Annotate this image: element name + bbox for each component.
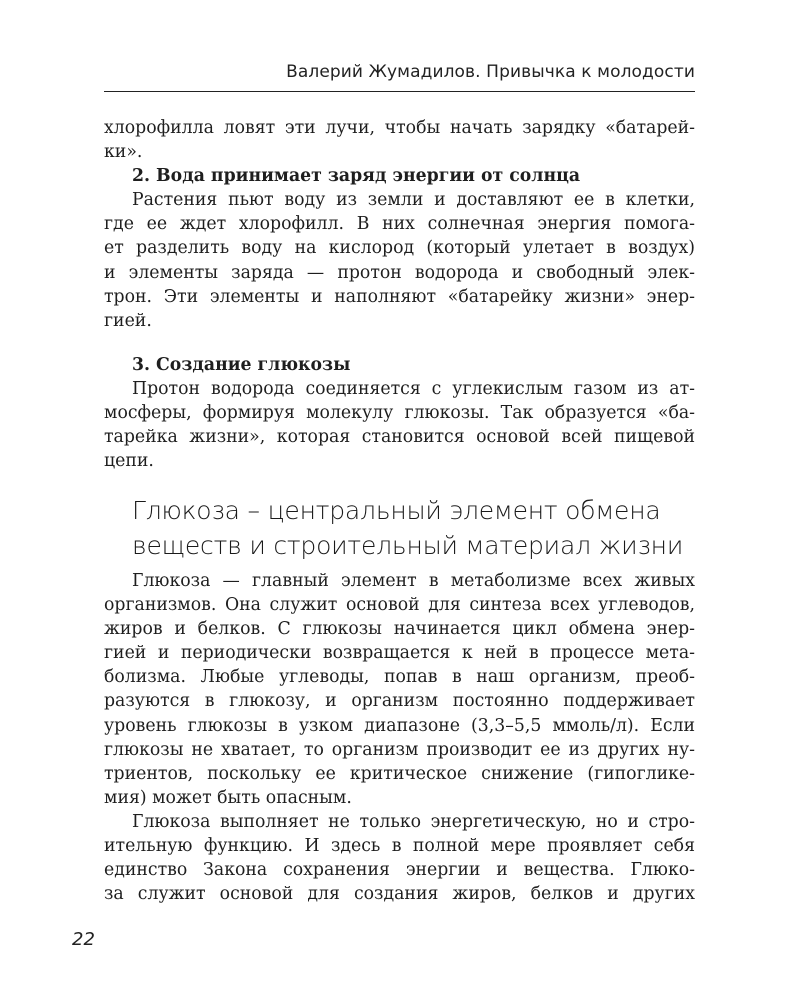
text-line: ки». — [104, 142, 143, 163]
text-line: и элементы заряда — протон водорода и свободный элек- — [104, 262, 695, 283]
text-line: жиров и белков. С глюкозы начинается цикл обмена энер- — [104, 619, 695, 640]
text-line: уровень глюкозы в узком диапазоне (3,3–5,5 ммоль/л). Если — [104, 715, 695, 736]
text-line: Глюкоза выполняет не только энергетическую, но и стро- — [132, 811, 695, 832]
text-line: триентов, поскольку ее критическое снижение (гипоглике- — [104, 763, 695, 784]
text-line: тарейка жизни», которая становится основой всей пищевой — [104, 427, 695, 448]
text-line: Глюкоза — главный элемент в метаболизме всех живых — [132, 571, 695, 591]
subheading: 3. Создание глюкозы — [132, 355, 351, 375]
text-line: Растения пьют воду из земли и доставляют ее в клетки, — [132, 190, 695, 211]
section-heading-line: Глюкоза – центральный элемент обмена — [132, 496, 661, 525]
text-line: болизма. Любые углеводы, попав в наш организм, преоб- — [104, 667, 695, 688]
text-line: хлорофилла ловят эти лучи, чтобы начать зарядку «батарей- — [104, 118, 695, 138]
header-rule — [104, 91, 695, 92]
text-line: ет разделить воду на кислород (который улетает в воздух) — [104, 238, 695, 259]
text-line: Протон водорода соединяется с углекислым газом из ат- — [132, 379, 695, 400]
text-line: гией. — [104, 310, 152, 331]
running-head: Валерий Жумадилов. Привычка к молодости — [286, 62, 695, 82]
text-line: гией и периодически возвращается к ней в процессе мета- — [104, 643, 695, 664]
text-line: цепи. — [104, 451, 154, 472]
text-line: разуются в глюкозу, и организм постоянно поддерживает — [104, 691, 695, 712]
body-text-block-1 — [104, 116, 695, 333]
text-line: мия) может быть опасным. — [104, 787, 352, 808]
text-line: единство Закона сохранения энергии и вещества. Глюко- — [104, 860, 695, 881]
text-line: за служит основой для создания жиров, белков и других — [104, 884, 695, 905]
text-line: глюкозы не хватает, то организм производит ее из других ну- — [104, 739, 695, 760]
page-number: 22 — [72, 929, 95, 950]
text-line: трон. Эти элементы и наполняют «батарейку жизни» энер- — [104, 286, 695, 307]
body-text-block-3 — [104, 569, 695, 906]
text-line: организмов. Она служит основой для синтеза всех углеводов, — [104, 595, 695, 616]
subheading: 2. Вода принимает заряд энергии от солнца — [132, 166, 581, 187]
text-line: мосферы, формируя молекулу глюкозы. Так образуется «ба- — [104, 403, 695, 424]
text-line: ительную функцию. И здесь в полной мере проявляет себя — [104, 836, 695, 857]
text-line: где ее ждет хлорофилл. В них солнечная энергия помога- — [104, 214, 695, 235]
section-heading — [132, 493, 692, 563]
body-text-block-2 — [104, 353, 695, 473]
section-heading-line: веществ и строительный материал жизни — [132, 531, 684, 560]
